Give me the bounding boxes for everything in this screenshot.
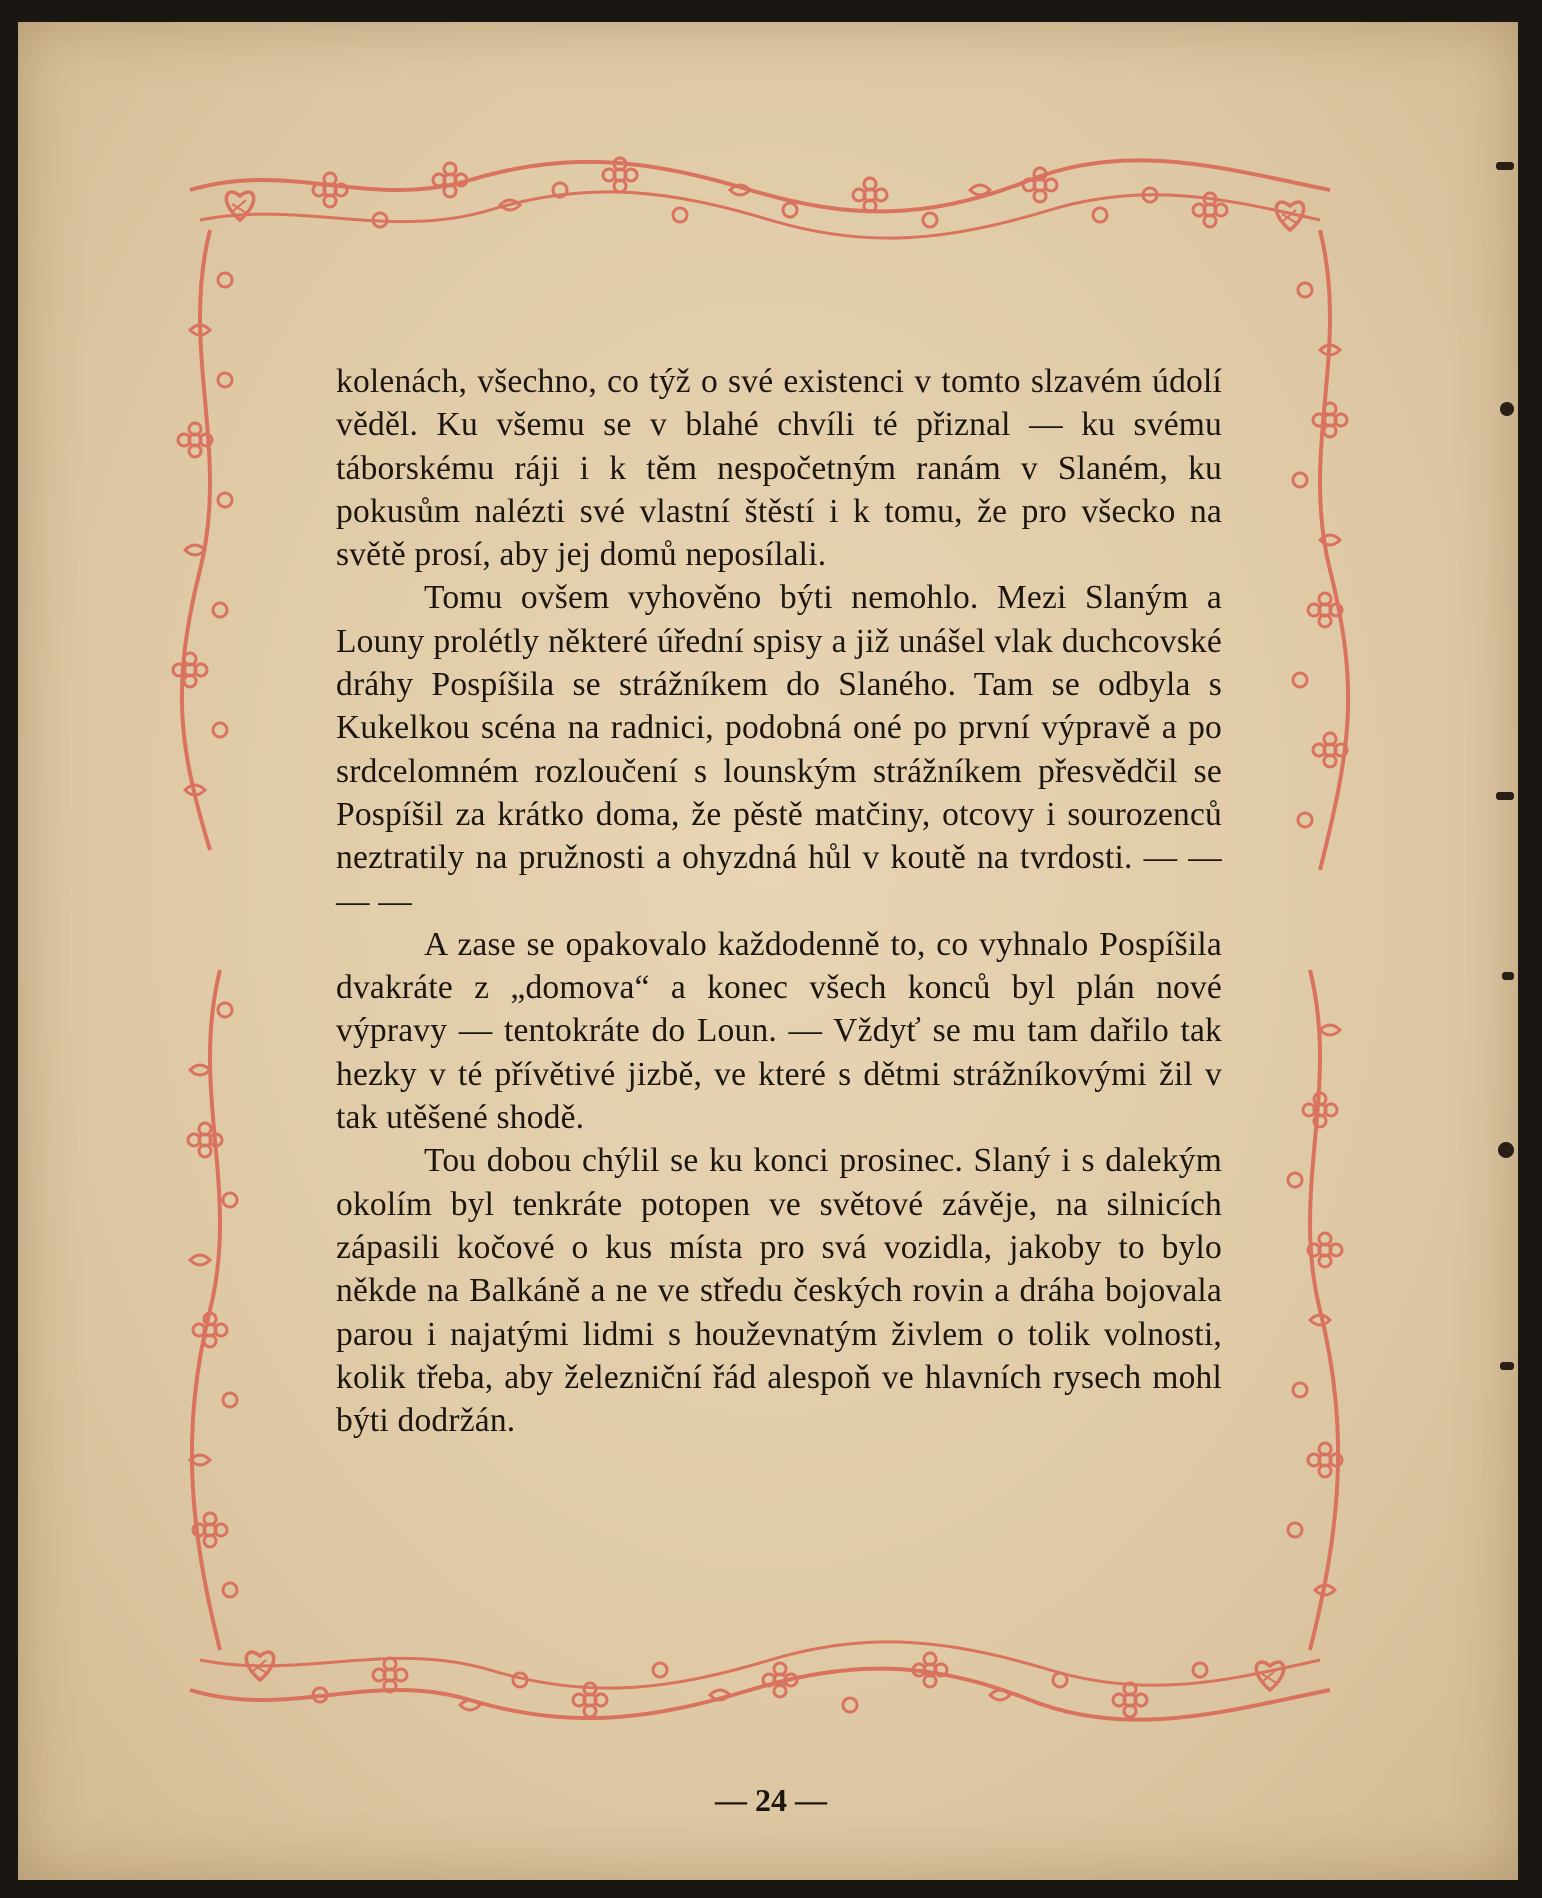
paragraph-4: Tou dobou chýlil se ku konci prosinec. Slaný i s dalekým okolím byl tenkráte potopen ve světové závěje, na silnicích zápasili kočové o kus místa pro svá vozidla, jakoby to bylo někde na Balkáně a ne ve středu českých rovin a dráha bojovala parou i najatými lidmi s houževnatým živlem o tolik volnosti, kolik třeba, aby železniční řád alespoň ve hlavních rysech mohl býti dodržán. — [336, 1142, 1222, 1440]
binding-marks — [1478, 22, 1518, 1880]
paragraph-2: Tomu ovšem vyhověno býti nemohlo. Mezi Slaným a Louny prolétly některé úřední spisy a již unášel vlak duchcovské dráhy Pospíšila se strážníkem do Slaného. Tam se odbyla s Kukelkou scéna na radnici, podobná oné po první výpravě a po srdcelomném rozloučení s lounským strážníkem přesvědčil se Pospíšil za krátko doma, že pěstě matčiny, otcovy i sourozenců neztratily na pružnosti a ohyzdná hůl v koutě na tvrdosti. — — — — — [336, 579, 1222, 920]
page-number: — 24 — — [715, 1782, 827, 1818]
body-text — [336, 360, 1222, 1442]
paragraph-1: kolenách, všechno, co týž o své existenci v tomto slzavém údolí věděl. Ku všemu se v blahé chvíli té přiznal — ku svému táborskému ráji i k těm nespočetným ranám v Slaném, ku pokusům nalézti své vlastní štěstí i k tomu, že pro všecko na světě prosí, aby jej domů neposílali. — [336, 363, 1222, 574]
paragraph-3: A zase se opakovalo každodenně to, co vyhnalo Pospíšila dvakráte z „domova“ a konec všech konců byl plán nové výpravy — tentokráte do Loun. — Vždyť se mu tam dařilo tak hezky v té přívětivé jizbě, ve které s dětmi strážníkovými žil v tak utěšené shodě. — [336, 925, 1222, 1137]
